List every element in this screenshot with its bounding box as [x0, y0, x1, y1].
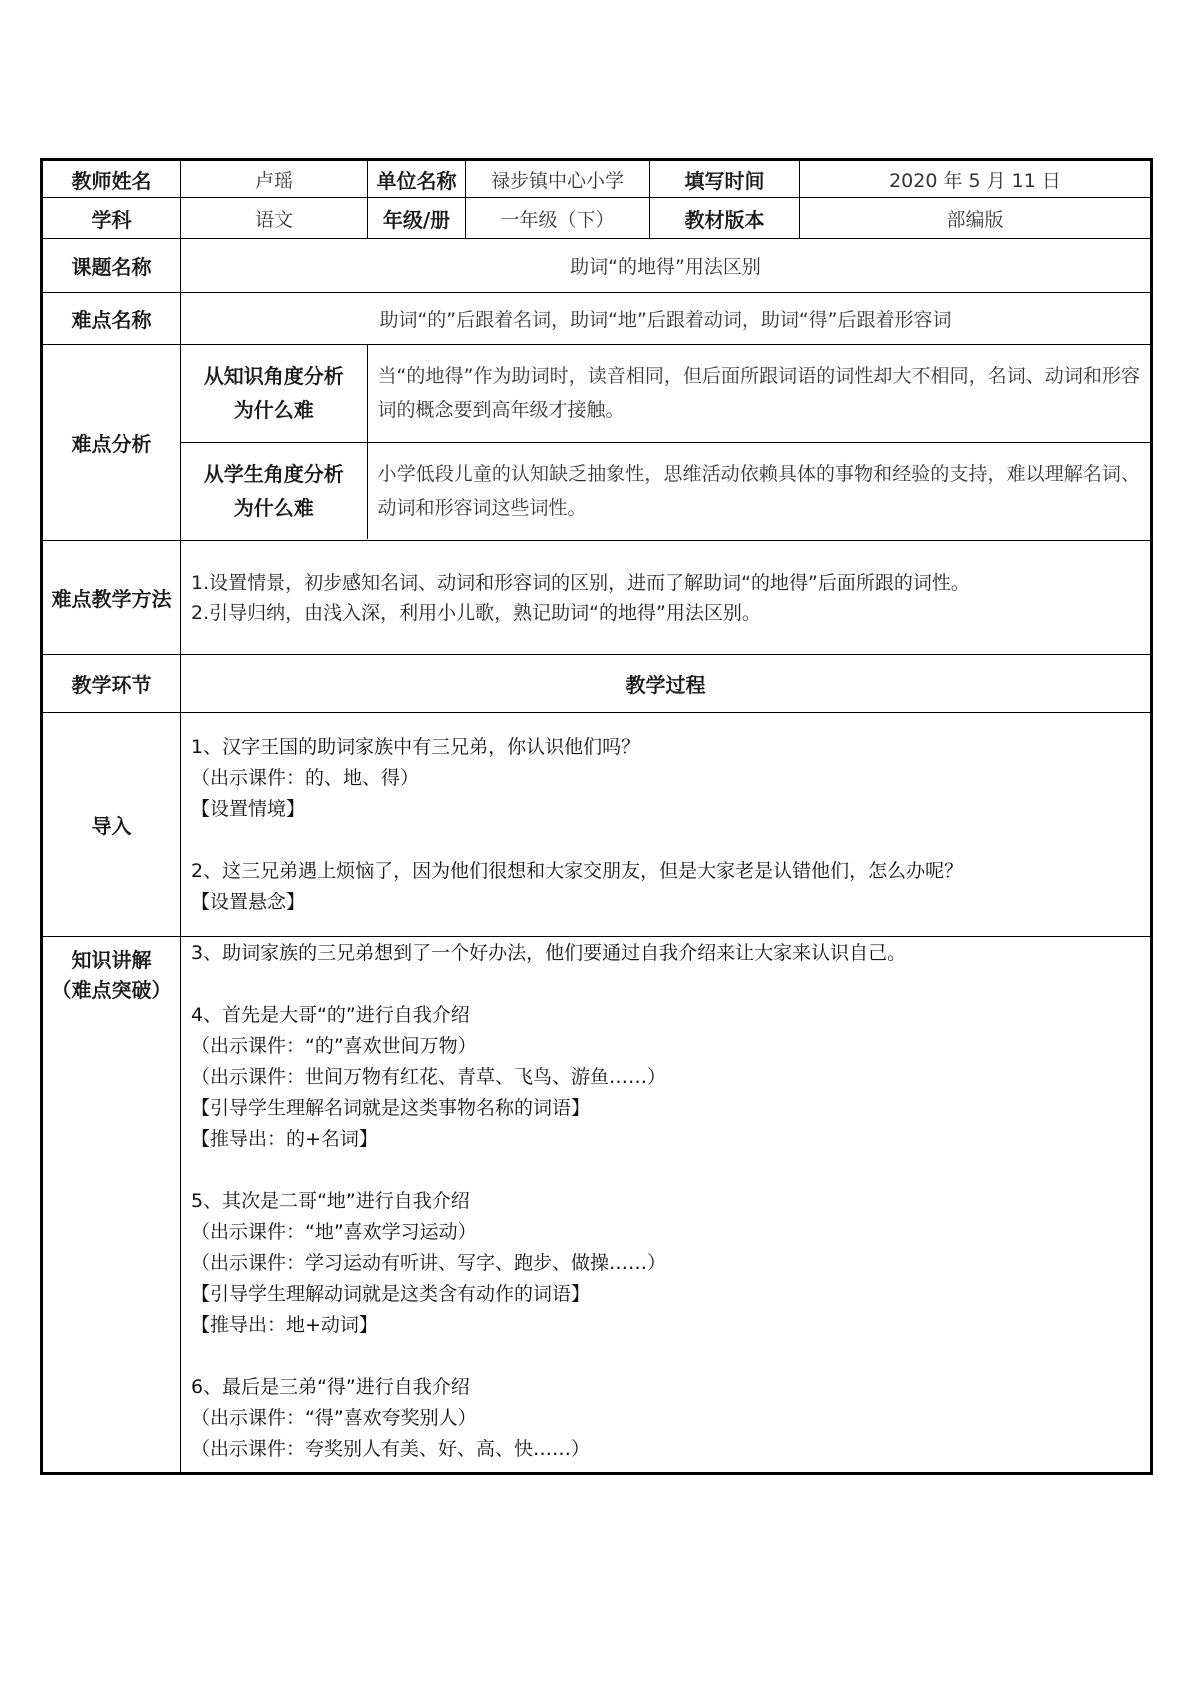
- student-angle-label: 从学生角度分析为什么难: [181, 442, 367, 539]
- knowledge-line: （出示课件：“地”喜欢学习运动）: [191, 1221, 477, 1243]
- knowledge-line: （出示课件：“得”喜欢夸奖别人）: [191, 1407, 477, 1429]
- knowledge-line: （出示课件：夸奖别人有美、好、高、快……）: [191, 1438, 591, 1460]
- intro-line: 【设置情境】: [191, 797, 306, 820]
- topic-row: [42, 239, 1152, 293]
- process-header-row: [42, 655, 1152, 713]
- difficulty-value: 助词“的”后跟着名词，助词“地”后跟着动词，助词“得”后跟着形容词: [181, 293, 1152, 345]
- knowledge-line: 【引导学生理解名词就是这类事物名称的词语】: [191, 1097, 591, 1119]
- intro-line: 1、汉字王国的助词家族中有三兄弟，你认识他们吗？: [191, 735, 641, 758]
- knowledge-line: （出示课件：学习运动有听讲、写字、跑步、做操……）: [191, 1252, 667, 1274]
- student-angle-text: 小学低段儿童的认知缺乏抽象性，思维活动依赖具体的事物和经验的支持，难以理解名词、动词和形容词这些词性。: [367, 442, 1150, 539]
- knowledge-line: 4、首先是大哥“的”进行自我介绍: [191, 1004, 470, 1026]
- knowledge-row: [42, 937, 1152, 1474]
- subject-label: 学科: [42, 198, 181, 239]
- method-line-1: 1.设置情景，初步感知名词、动词和形容词的区别，进而了解助词“的地得”后面所跟的词性。: [191, 571, 970, 594]
- knowledge-label-line-1: 知识讲解: [71, 948, 152, 972]
- method-content: [181, 541, 1152, 655]
- knowledge-line: [191, 1342, 1140, 1373]
- teacher-name-value: 卢瑶: [181, 160, 368, 198]
- knowledge-line: 3、助词家族的三兄弟想到了一个好办法，他们要通过自我介绍来让大家来认识自己。: [191, 942, 907, 964]
- knowledge-angle-label: 从知识角度分析为什么难: [181, 345, 367, 442]
- analysis-subtable: [181, 345, 1150, 539]
- intro-line: [191, 825, 1140, 856]
- knowledge-line: 【引导学生理解动词就是这类含有动作的词语】: [191, 1283, 591, 1305]
- stage-header: 教学环节: [42, 655, 181, 713]
- analysis-label: 难点分析: [42, 345, 181, 541]
- grade-value: 一年级（下）: [466, 198, 650, 239]
- unit-name-label: 单位名称: [368, 160, 466, 198]
- intro-line: 【设置悬念】: [191, 890, 306, 913]
- difficulty-label: 难点名称: [42, 293, 181, 345]
- knowledge-line: 5、其次是二哥“地”进行自我介绍: [191, 1190, 470, 1212]
- knowledge-content: [181, 937, 1152, 1474]
- knowledge-line: [191, 970, 1140, 1001]
- knowledge-angle-text: 当“的地得”作为助词时，读音相同，但后面所跟词语的词性却大不相同，名词、动词和形容词的概念要到高年级才接触。: [377, 365, 1140, 422]
- edition-label: 教材版本: [650, 198, 800, 239]
- fill-date-value: 2020 年 5 月 11 日: [800, 160, 1152, 198]
- analysis-row: [42, 345, 1152, 541]
- topic-label: 课题名称: [42, 239, 181, 293]
- lesson-plan-document: [40, 158, 1150, 1475]
- teacher-name-label: 教师姓名: [42, 160, 181, 198]
- method-line-2: 2.引导归纳，由浅入深，利用小儿歌，熟记助词“的地得”用法区别。: [191, 601, 761, 624]
- process-header: 教学过程: [181, 655, 1152, 713]
- knowledge-line: [191, 1156, 1140, 1187]
- knowledge-label-line-2: （难点突破）: [51, 978, 172, 1002]
- intro-line: 2、这三兄弟遇上烦恼了，因为他们很想和大家交朋友，但是大家老是认错他们，怎么办呢？: [191, 859, 964, 882]
- method-label: 难点教学方法: [42, 541, 181, 655]
- knowledge-line: （出示课件：“的”喜欢世间万物）: [191, 1035, 477, 1057]
- topic-value: 助词“的地得”用法区别: [181, 239, 1152, 293]
- analysis-content: [181, 345, 1152, 541]
- subject-value: 语文: [181, 198, 368, 239]
- knowledge-line: 6、最后是三弟“得”进行自我介绍: [191, 1376, 470, 1398]
- header-row-2: [42, 198, 1152, 239]
- intro-content: [181, 713, 1152, 937]
- lesson-plan-table: [40, 158, 1153, 1475]
- intro-row: [42, 713, 1152, 937]
- knowledge-line: 【推导出：的+名词】: [191, 1128, 378, 1150]
- unit-name-value: 禄步镇中心小学: [466, 160, 650, 198]
- intro-label: 导入: [42, 713, 181, 937]
- knowledge-line: （出示课件：世间万物有红花、青草、飞鸟、游鱼……）: [191, 1066, 667, 1088]
- knowledge-line: 【推导出：地+动词】: [191, 1314, 378, 1336]
- method-row: [42, 541, 1152, 655]
- difficulty-row: [42, 293, 1152, 345]
- edition-value: 部编版: [800, 198, 1152, 239]
- intro-line: （出示课件：的、地、得）: [191, 766, 420, 789]
- header-row-1: [42, 160, 1152, 198]
- knowledge-label: [42, 937, 181, 1474]
- grade-label: 年级/册: [368, 198, 466, 239]
- fill-date-label: 填写时间: [650, 160, 800, 198]
